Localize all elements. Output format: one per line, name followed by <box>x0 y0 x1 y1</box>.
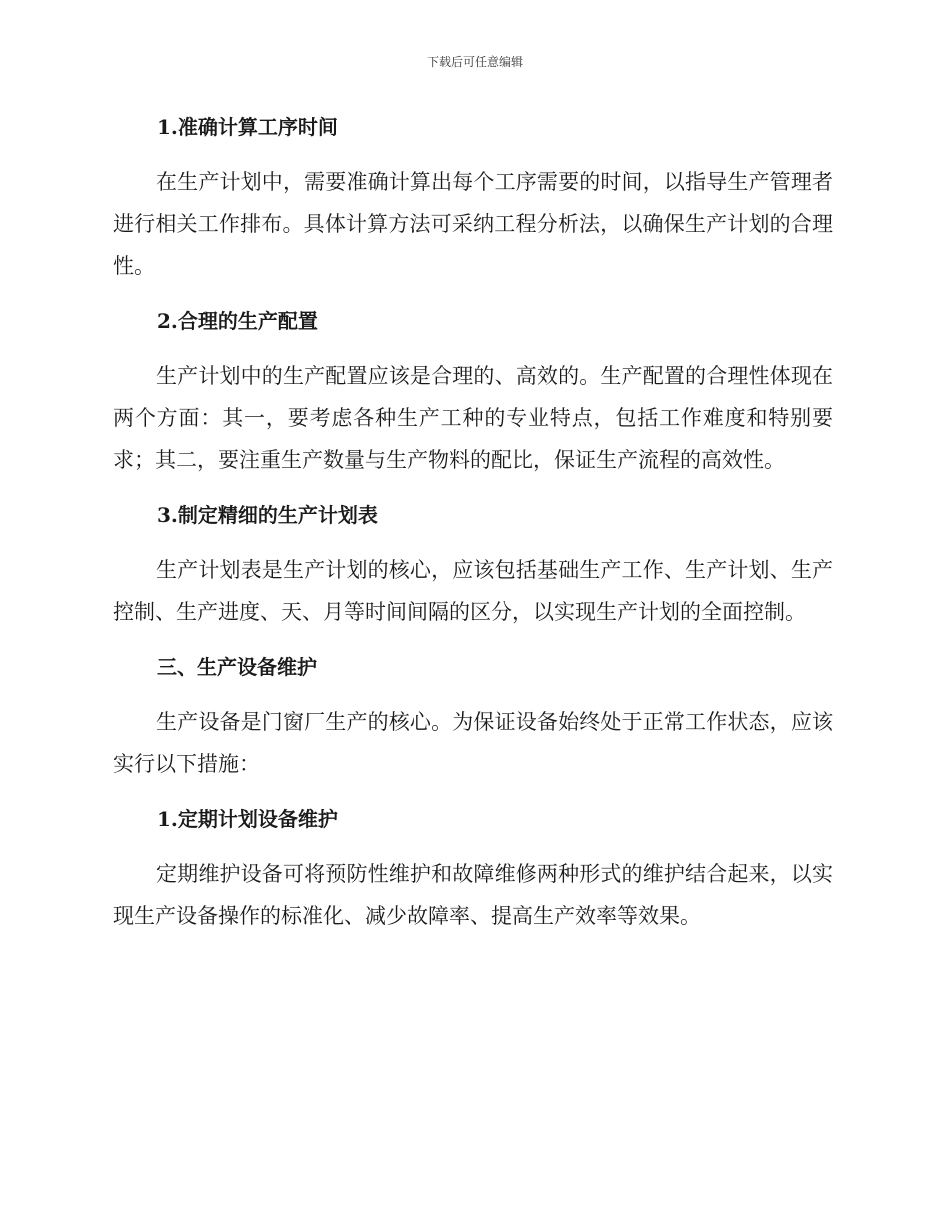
section-paragraph: 生产计划中的生产配置应该是合理的、高效的。生产配置的合理性体现在两个方面：其一，要考虑各种生产工种的专业特点，包括工作难度和特别要求；其二，要注重生产数量与生产物料的配比，保证生产流程的高效性。 <box>113 364 833 472</box>
section-paragraph: 定期维护设备可将预防性维护和故障维修两种形式的维护结合起来，以实现生产设备操作的标准化、减少故障率、提高生产效率等效果。 <box>113 862 833 928</box>
chapter-heading: 三、生产设备维护 <box>157 655 317 679</box>
document-body <box>113 112 833 937</box>
section-paragraph: 生产设备是门窗厂生产的核心。为保证设备始终处于正常工作状态，应该实行以下措施： <box>113 710 833 776</box>
section-heading: 3.制定精细的生产计划表 <box>157 503 378 527</box>
section-heading: 1.准确计算工序时间 <box>157 115 338 139</box>
section-paragraph: 在生产计划中，需要准确计算出每个工序需要的时间，以指导生产管理者进行相关工作排布。具体计算方法可采纳工程分析法，以确保生产计划的合理性。 <box>113 170 833 278</box>
section-paragraph: 生产计划表是生产计划的核心，应该包括基础生产工作、生产计划、生产控制、生产进度、天、月等时间间隔的区分，以实现生产计划的全面控制。 <box>113 558 833 624</box>
header-note: 下载后可任意编辑 <box>426 55 523 69</box>
section-heading: 1.定期计划设备维护 <box>157 807 338 831</box>
section-heading: 2.合理的生产配置 <box>157 309 318 333</box>
